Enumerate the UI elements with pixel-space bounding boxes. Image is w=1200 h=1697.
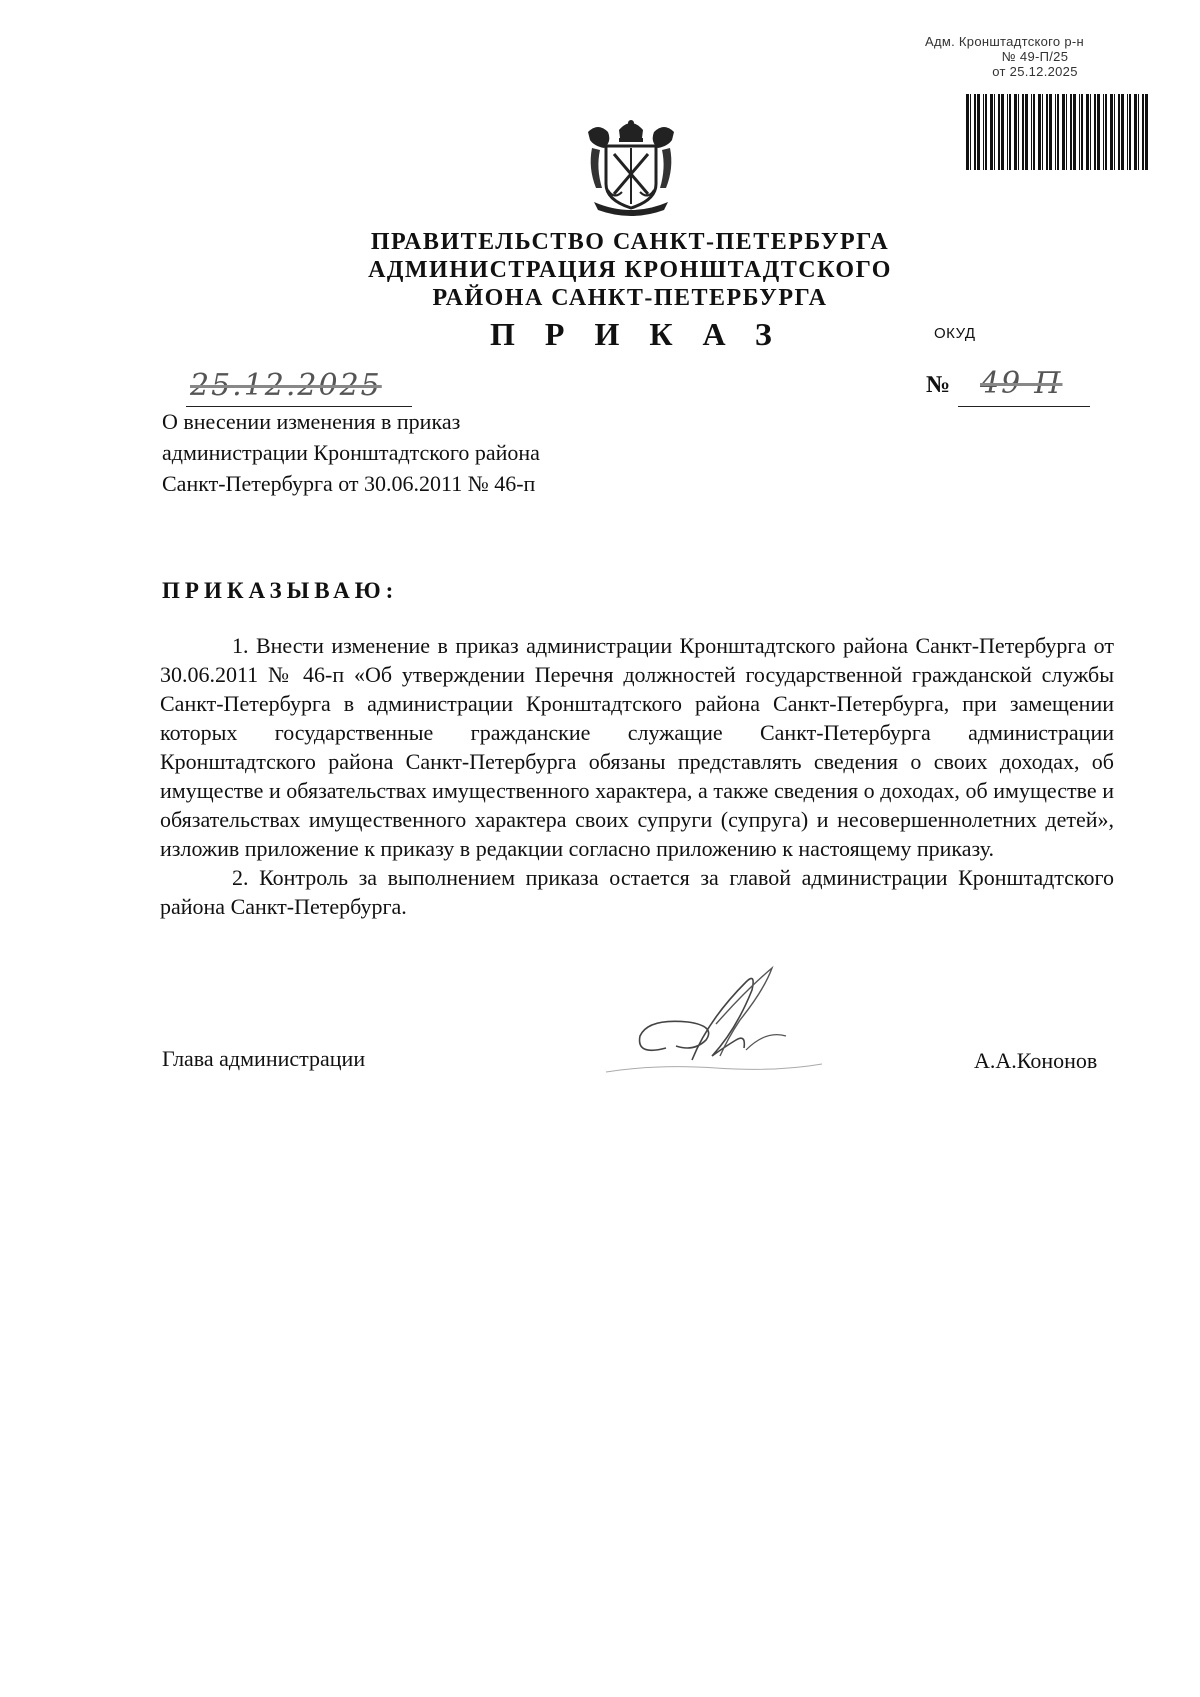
document-subject [162, 406, 540, 499]
org-line-2: АДМИНИСТРАЦИЯ КРОНШТАДТСКОГО [368, 257, 892, 283]
handwritten-signature [596, 960, 826, 1085]
subject-line: администрации Кронштадтского района [162, 440, 540, 465]
paragraph-1: 1. Внести изменение в приказ администрации Кронштадтского района Санкт-Петербурга от 30.06.2011 № 46-п «Об утверждении Перечня должностей государственной гражданской службы Санкт-Петербурга в администрации Кронштадтского района Санкт-Петербурга, при замещении которых государственные гражданские служащие Санкт-Петербурга администрации Кронштадтского района Санкт-Петербурга обязаны представлять сведения о своих доходах, об имуществе и обязательствах имущественного характера, а также сведения о доходах, об имуществе и обязательствах имущественного характера своих супруги (супруга) и несовершеннолетних детей», изложив приложение к приказу в редакции согласно приложению к настоящему приказу. [160, 633, 1114, 861]
document-body [160, 631, 1114, 921]
signatory-position: Глава администрации [162, 1046, 366, 1071]
okud-label: ОКУД [934, 325, 976, 342]
org-line-3: РАЙОНА САНКТ-ПЕТЕРБУРГА [432, 285, 828, 311]
document-type-title: ПРИКАЗ [490, 316, 802, 352]
subject-line: Санкт-Петербурга от 30.06.2011 № 46-п [162, 471, 536, 496]
registration-number: № 49-П/25 [1001, 49, 1069, 64]
org-line-1: ПРАВИТЕЛЬСТВО САНКТ-ПЕТЕРБУРГА [370, 229, 890, 255]
handwritten-date: 25.12.2025 [190, 368, 382, 403]
registration-stamp [915, 34, 1155, 79]
spb-coat-of-arms-icon [576, 118, 686, 218]
barcode-icon [964, 94, 1154, 170]
subject-line: О внесении изменения в приказ [162, 409, 461, 434]
paragraph-2: 2. Контроль за выполнением приказа остается за главой администрации Кронштадтского района Санкт-Петербурга. [160, 865, 1114, 919]
handwritten-number: 49-П [980, 366, 1063, 401]
order-heading: ПРИКАЗЫВАЮ: [162, 578, 399, 603]
registration-date: от 25.12.2025 [992, 64, 1078, 79]
signatory-name: А.А.Кононов [974, 1048, 1098, 1073]
registration-org: Адм. Кронштадтского р-н [925, 34, 1084, 49]
number-label: № [926, 372, 951, 398]
